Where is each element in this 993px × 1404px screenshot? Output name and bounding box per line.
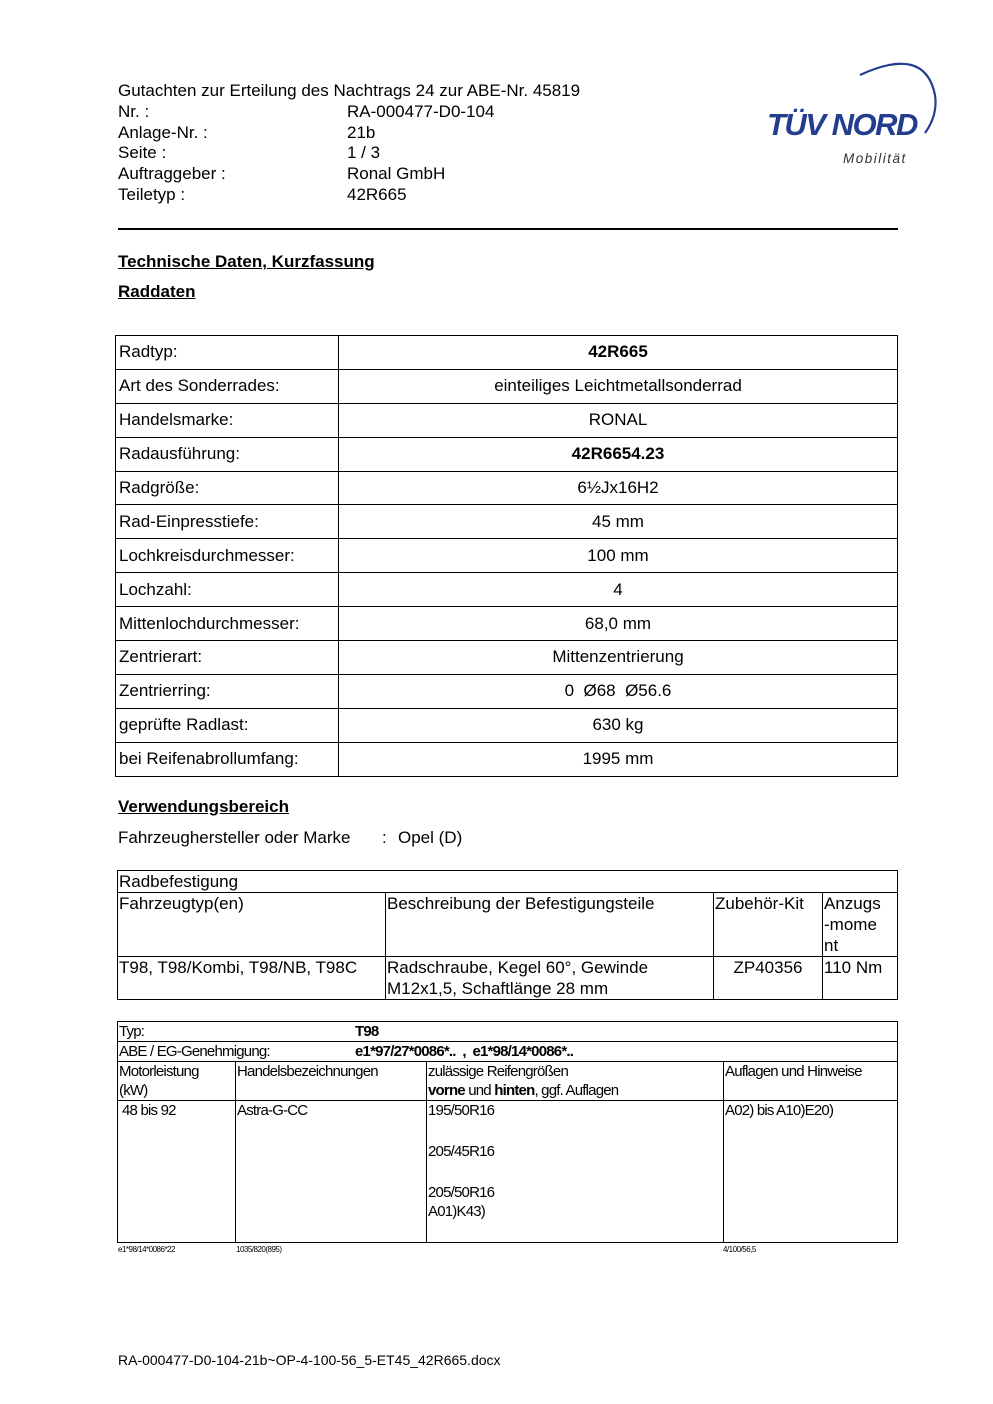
row-label: Radgröße: (116, 471, 339, 505)
row-label: Radtyp: (116, 336, 339, 370)
typ-row (118, 1022, 898, 1042)
header-label: Anlage-Nr. : (118, 122, 208, 142)
header-label: Nr. : (118, 101, 150, 121)
table-header-row (118, 1062, 898, 1101)
row-value: 100 mm (339, 539, 898, 573)
document-header (118, 81, 580, 206)
reifen-size: 205/50R16 (428, 1184, 495, 1201)
row-value: 630 kg (339, 708, 898, 742)
row-label: Lochzahl: (116, 573, 339, 607)
table-row (116, 471, 898, 505)
befestigung-table (117, 870, 898, 1000)
header-row-auftraggeber (118, 164, 580, 185)
header-text: (kW) (119, 1082, 148, 1099)
abe-row (118, 1042, 898, 1062)
column-header-reifen (427, 1062, 724, 1101)
raddaten-heading: Raddaten (118, 282, 196, 301)
section-title: Technische Daten, Kurzfassung (118, 252, 375, 271)
row-value: 42R6654.23 (339, 437, 898, 471)
row-value: 68,0 mm (339, 607, 898, 641)
typ-label: Typ: (119, 1023, 145, 1040)
table-row (116, 607, 898, 641)
header-text: zulässige Reifengrößen (428, 1063, 568, 1080)
header-value: 42R665 (347, 184, 407, 204)
row-label: Zentrierart: (116, 641, 339, 675)
row-label: Handelsmarke: (116, 403, 339, 437)
row-value: 6½Jx16H2 (339, 471, 898, 505)
column-header: Beschreibung der Befestigungsteile (386, 893, 714, 957)
column-header-auflagen: Auflagen und Hinweise (724, 1062, 898, 1101)
befestigung-title: Radbefestigung (118, 871, 898, 893)
hersteller-value: Opel (D) (398, 828, 463, 847)
cell-auflagen: A02) bis A10)E20) (724, 1101, 898, 1243)
logo-brand: TÜV NORD (767, 107, 917, 142)
hersteller-label: Fahrzeughersteller oder Marke (118, 828, 351, 847)
table-row (116, 708, 898, 742)
typ-table (117, 1021, 898, 1243)
table-row (116, 742, 898, 776)
table-row (116, 505, 898, 539)
beschreibung-line: Radschraube, Kegel 60°, Gewinde (387, 958, 649, 977)
header-text (428, 1081, 722, 1100)
row-value: Mittenzentrierung (339, 641, 898, 675)
row-label: geprüfte Radlast: (116, 708, 339, 742)
row-label: Zentrierring: (116, 674, 339, 708)
cell-moment: 110 Nm (823, 957, 898, 1000)
cell-typen: T98, T98/Kombi, T98/NB, T98C (118, 957, 386, 1000)
header-label: Auftraggeber : (118, 164, 226, 184)
fine-print: 1035/820(895) (236, 1245, 282, 1254)
column-header: Fahrzeugtyp(en) (118, 893, 386, 957)
cell-reifen (427, 1101, 724, 1243)
row-label: Mittenlochdurchmesser: (116, 607, 339, 641)
table-row (118, 1022, 898, 1042)
header-value: 1 / 3 (347, 143, 381, 163)
row-value: 42R665 (339, 336, 898, 370)
header-text: und (464, 1082, 495, 1099)
header-value: Ronal GmbH (347, 164, 446, 184)
header-label: Teiletyp : (118, 184, 186, 204)
table-row (116, 369, 898, 403)
typ-value: T98 (355, 1023, 379, 1040)
header-bold: hinten (494, 1082, 535, 1099)
table-row (118, 1042, 898, 1062)
abe-label: ABE / EG-Genehmigung: (119, 1043, 270, 1060)
header-bold: vorne (428, 1082, 465, 1099)
tuv-nord-logo (760, 55, 945, 175)
table-row (118, 1101, 898, 1243)
table-row (116, 437, 898, 471)
row-label: Art des Sonderrades: (116, 369, 339, 403)
table-header-row (118, 893, 898, 957)
header-row-nr (118, 102, 580, 123)
abe-value: e1*97/27*0086*.. , e1*98/14*0086*.. (355, 1043, 574, 1060)
cell-motor: 48 bis 92 (118, 1101, 236, 1243)
column-header-handel: Handelsbezeichnungen (236, 1062, 427, 1101)
row-label: Radausführung: (116, 437, 339, 471)
row-label: Lochkreisdurchmesser: (116, 539, 339, 573)
cell-handel: Astra-G-CC (236, 1101, 427, 1243)
reifen-size: 205/45R16 (428, 1143, 495, 1160)
header-divider (118, 228, 898, 230)
beschreibung-line: M12x1,5, Schaftlänge 28 mm (387, 979, 609, 998)
row-value: 1995 mm (339, 742, 898, 776)
row-label: bei Reifenabrollumfang: (116, 742, 339, 776)
cell-beschreibung (386, 957, 714, 1000)
table-row (116, 674, 898, 708)
row-value: 45 mm (339, 505, 898, 539)
row-label: Rad-Einpresstiefe: (116, 505, 339, 539)
header-row-seite (118, 143, 580, 164)
reifen-size: 195/50R16 (428, 1102, 495, 1119)
column-header: Zubehör-Kit (714, 893, 823, 957)
verwendung-heading: Verwendungsbereich (118, 797, 289, 816)
header-text: , ggf. Auflagen (534, 1082, 619, 1099)
logo-subtitle: Mobilität (843, 151, 907, 166)
table-row (116, 403, 898, 437)
table-row (116, 336, 898, 370)
column-header-motor (118, 1062, 236, 1101)
row-value: 4 (339, 573, 898, 607)
cell-kit: ZP40356 (714, 957, 823, 1000)
fine-print: 4/100/56,5 (723, 1245, 756, 1254)
hersteller-line (118, 828, 462, 848)
footer-filename: RA-000477-D0-104-21b~OP-4-100-56_5-ET45_42R665.docx (118, 1352, 501, 1368)
table-row (116, 539, 898, 573)
header-label: Seite : (118, 143, 167, 163)
anzugsmoment-header: Anzugs-moment (824, 894, 881, 955)
header-row-anlage (118, 123, 580, 144)
header-text: Motorleistung (119, 1063, 199, 1080)
row-value: einteiliges Leichtmetallsonderrad (339, 369, 898, 403)
header-value: RA-000477-D0-104 (347, 101, 495, 121)
hersteller-separator: : (382, 828, 387, 847)
header-title: Gutachten zur Erteilung des Nachtrags 24 zur ABE-Nr. 45819 (118, 81, 581, 100)
table-row (116, 641, 898, 675)
table-row (116, 573, 898, 607)
reifen-auflage: A01)K43) (428, 1203, 485, 1220)
row-value: 0 Ø68 Ø56.6 (339, 674, 898, 708)
header-value: 21b (347, 122, 376, 142)
column-header (823, 893, 898, 957)
fine-print: e1*98/14*0086*22 (118, 1245, 175, 1254)
table-row (118, 871, 898, 893)
table-row (118, 957, 898, 1000)
header-row-teiletyp (118, 185, 580, 206)
raddaten-table (115, 335, 898, 777)
row-value: RONAL (339, 403, 898, 437)
